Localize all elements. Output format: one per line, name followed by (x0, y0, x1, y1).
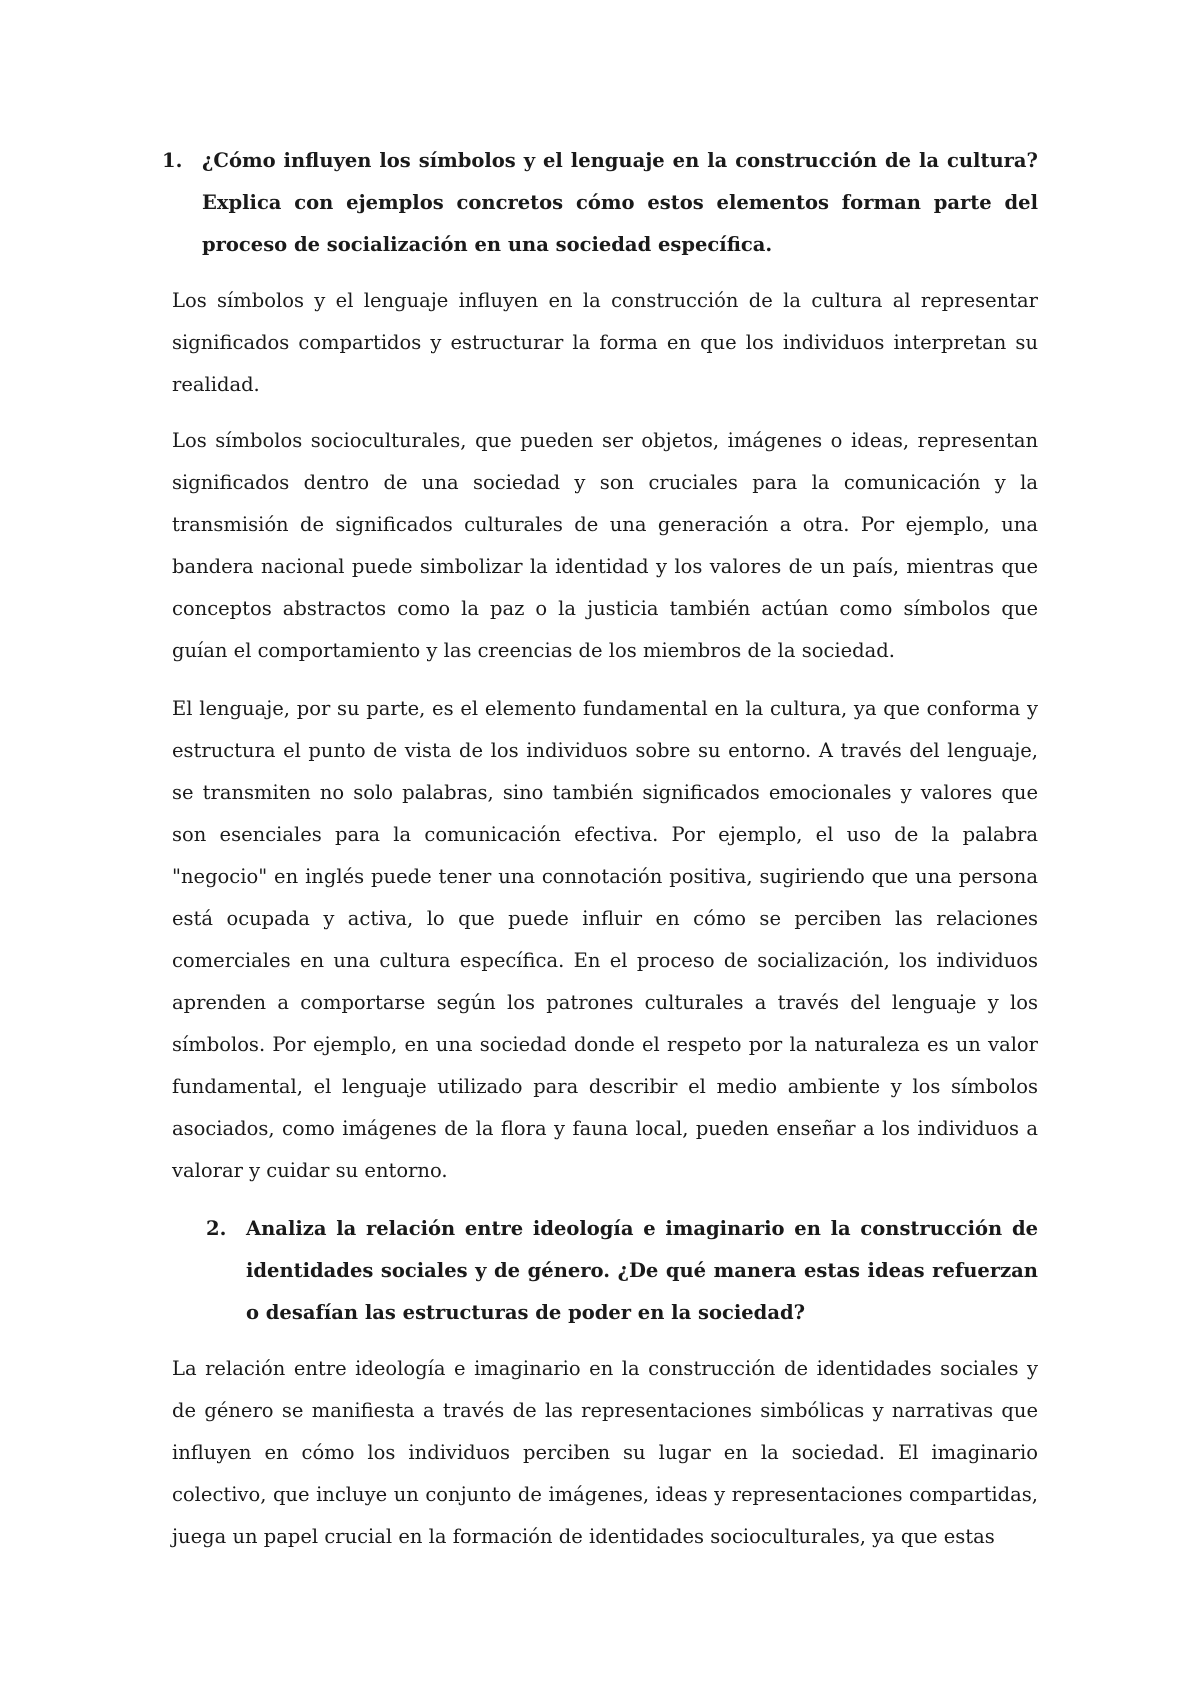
question-2-number: 2. (206, 1217, 227, 1240)
question-2-text: Analiza la relación entre ideología e imaginario en la construcción de identidades sociales y de género. ¿De qué manera estas ideas refuerzan o desafían las estructuras de poder en la sociedad? (246, 1217, 1038, 1324)
answer-2-paragraph-1: La relación entre ideología e imaginario en la construcción de identidades sociales y de género se manifiesta a través de las representaciones simbólicas y narrativas que influyen en cómo los individuos perciben su lugar en la sociedad. El imaginario colectivo, que incluye un conjunto de imágenes, ideas y representaciones compartidas, juega un papel crucial en la formación de identidades socioculturales, ya que estas (172, 1357, 1038, 1548)
answer-1-paragraph-1: Los símbolos y el lenguaje influyen en la construcción de la cultura al representar significados compartidos y estructurar la forma en que los individuos interpretan su realidad. (172, 289, 1038, 396)
answer-1-paragraph-2: Los símbolos socioculturales, que pueden ser objetos, imágenes o ideas, representan significados dentro de una sociedad y son cruciales para la comunicación y la transmisión de significados culturales de una generación a otra. Por ejemplo, una bandera nacional puede simbolizar la identidad y los valores de un país, mientras que conceptos abstractos como la paz o la justicia también actúan como símbolos que guían el comportamiento y las creencias de los miembros de la sociedad. (172, 429, 1038, 662)
question-1-number: 1. (162, 149, 183, 172)
answer-1-paragraph-3: El lenguaje, por su parte, es el elemento fundamental en la cultura, ya que conforma y estructura el punto de vista de los individuos sobre su entorno. A través del lenguaje, se transmiten no solo palabras, sino también significados emocionales y valores que son esenciales para la comunicación efectiva. Por ejemplo, el uso de la palabra "negocio" en inglés puede tener una connotación positiva, sugiriendo que una persona está ocupada y activa, lo que puede influir en cómo se perciben las relaciones comerciales en una cultura específica. En el proceso de socialización, los individuos aprenden a comportarse según los patrones culturales a través del lenguaje y los símbolos. Por ejemplo, en una sociedad donde el respeto por la naturaleza es un valor fundamental, el lenguaje utilizado para describir el medio ambiente y los símbolos asociados, como imágenes de la flora y fauna local, pueden enseñar a los individuos a valorar y cuidar su entorno. (172, 697, 1038, 1182)
question-1-text: ¿Cómo influyen los símbolos y el lenguaje en la construcción de la cultura? Explica con ejemplos concretos cómo estos elementos forman parte del proceso de socialización en una sociedad específica. (202, 149, 1038, 256)
